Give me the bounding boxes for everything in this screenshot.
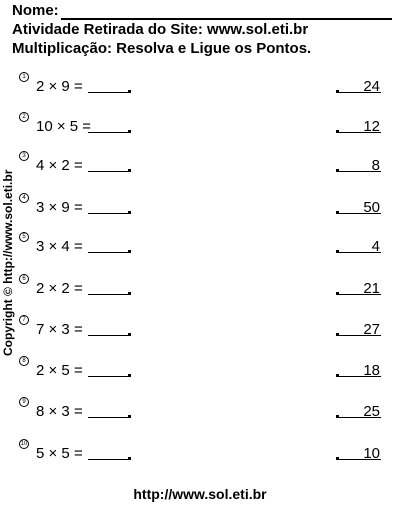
problem-expression: 7 × 3 = [36, 321, 83, 338]
problem-expression: 8 × 3 = [36, 403, 83, 420]
problem-expression: 4 × 2 = [36, 157, 83, 174]
answer-option: 18 [363, 362, 380, 379]
left-dot[interactable] [128, 90, 131, 93]
problem-expression: 2 × 5 = [36, 362, 83, 379]
left-dot[interactable] [128, 292, 131, 295]
number-marker-icon: 9 [19, 397, 29, 407]
problem-row [0, 195, 400, 221]
problem-expression: 10 × 5 = [36, 118, 92, 135]
number-marker-icon: 1 [19, 72, 29, 82]
problem-row [0, 153, 400, 179]
problem-expression: 5 × 5 = [36, 445, 83, 462]
left-dot[interactable] [128, 415, 131, 418]
answer-option: 24 [363, 78, 380, 95]
left-dot[interactable] [128, 333, 131, 336]
instructions: Multiplicação: Resolva e Ligue os Pontos. [12, 40, 312, 57]
problem-expression: 3 × 9 = [36, 199, 83, 216]
problem-expression: 3 × 4 = [36, 238, 83, 255]
answer-blank[interactable] [88, 213, 128, 214]
answer-blank[interactable] [88, 335, 128, 336]
answer-blank[interactable] [88, 294, 128, 295]
answer-blank[interactable] [88, 376, 128, 377]
left-dot[interactable] [128, 130, 131, 133]
problem-row [0, 358, 400, 384]
answer-blank[interactable] [88, 252, 128, 253]
answer-blank[interactable] [88, 132, 128, 133]
problem-row [0, 441, 400, 467]
left-dot[interactable] [128, 374, 131, 377]
problem-expression: 2 × 2 = [36, 280, 83, 297]
answer-blank[interactable] [88, 171, 128, 172]
name-label: Nome: [12, 2, 59, 19]
problem-row [0, 276, 400, 302]
number-marker-icon: 2 [19, 112, 29, 122]
answer-blank[interactable] [88, 92, 128, 93]
problem-row [0, 234, 400, 260]
problem-expression: 2 × 9 = [36, 78, 83, 95]
answer-option: 50 [363, 199, 380, 216]
answer-option: 8 [371, 157, 380, 174]
copyright-vertical: Copyright © http://www.sol.eti.br [1, 169, 15, 356]
name-field[interactable] [61, 3, 392, 20]
left-dot[interactable] [128, 169, 131, 172]
problem-row [0, 74, 400, 100]
name-line [12, 2, 392, 20]
answer-blank[interactable] [88, 459, 128, 460]
answer-option: 27 [363, 321, 380, 338]
problem-row [0, 317, 400, 343]
number-marker-icon: 3 [19, 151, 29, 161]
answer-option: 12 [363, 118, 380, 135]
problem-row [0, 399, 400, 425]
number-marker-icon: 10 [20, 441, 28, 447]
worksheet-header [12, 2, 392, 58]
left-dot[interactable] [128, 250, 131, 253]
answer-option: 21 [363, 280, 380, 297]
number-marker-icon: 8 [19, 356, 29, 366]
activity-source: Atividade Retirada do Site: www.sol.eti.br [12, 21, 309, 38]
number-marker-icon: 5 [19, 232, 29, 242]
answer-blank[interactable] [88, 417, 128, 418]
left-dot[interactable] [128, 457, 131, 460]
number-marker-icon: 7 [19, 315, 29, 325]
problem-row [0, 114, 400, 140]
answer-option: 25 [363, 403, 380, 420]
answer-option: 10 [363, 445, 380, 462]
number-marker-icon: 6 [19, 274, 29, 284]
left-dot[interactable] [128, 211, 131, 214]
number-marker-icon: 4 [19, 193, 29, 203]
answer-option: 4 [371, 238, 380, 255]
footer-url[interactable]: http://www.sol.eti.br [133, 486, 267, 502]
